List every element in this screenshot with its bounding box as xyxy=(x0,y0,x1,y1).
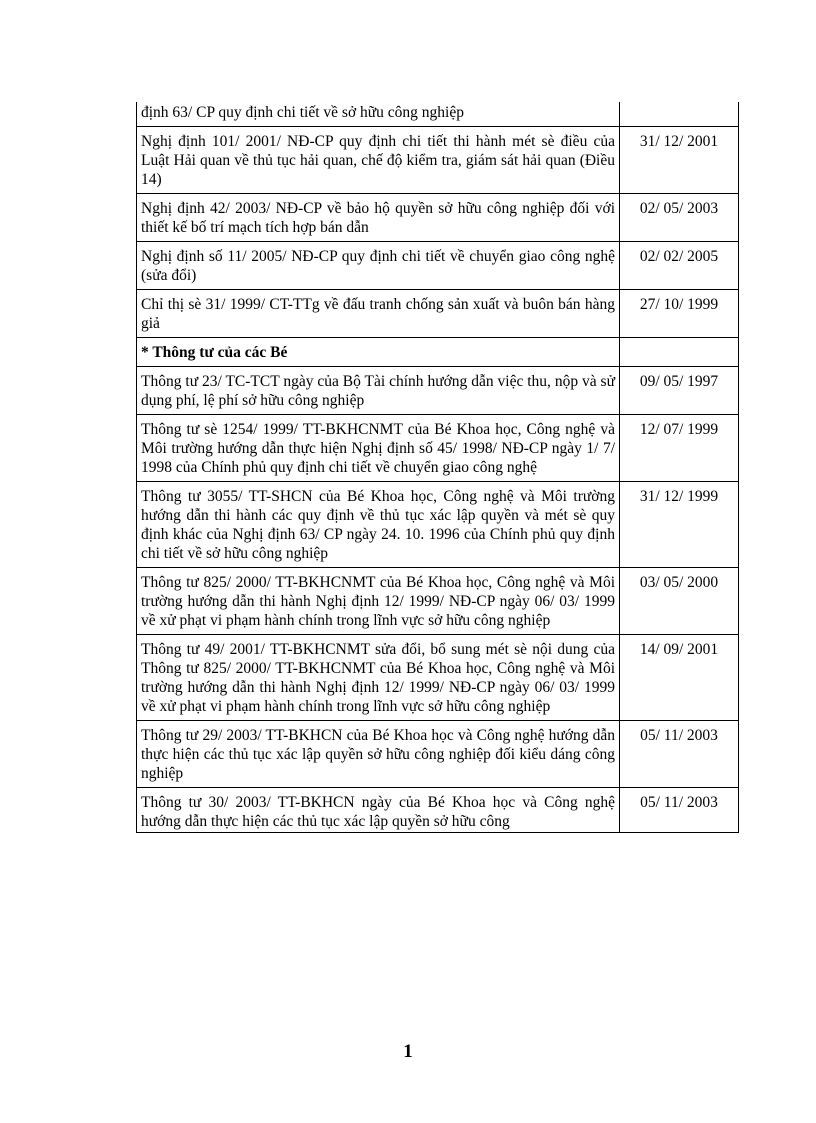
document-date-cell: 14/ 09/ 2001 xyxy=(620,635,739,721)
section-heading: * Thông tư của các Bé xyxy=(137,338,620,367)
document-title-cell: Thông tư 825/ 2000/ TT-BKHCNMT của Bé Khoa học, Công nghệ và Môi trường hướng dẫn thi hành Nghị định 12/ 1999/ NĐ-CP ngày 06/ 03/ 1999 về xử phạt vi phạm hành chính trong lĩnh vực sở hữu công nghiệp xyxy=(137,568,620,635)
document-date-cell xyxy=(620,338,739,367)
document-date-cell: 12/ 07/ 1999 xyxy=(620,415,739,482)
document-title-cell: Nghị định 101/ 2001/ NĐ-CP quy định chi tiết thi hành mét sè điều của Luật Hải quan về thủ tục hải quan, chế độ kiểm tra, giám sát hải quan (Điều 14) xyxy=(137,127,620,194)
table-row xyxy=(137,482,739,568)
document-title-cell: Nghị định số 11/ 2005/ NĐ-CP quy định chi tiết về chuyển giao công nghệ (sửa đổi) xyxy=(137,242,620,290)
document-date-cell: 02/ 05/ 2003 xyxy=(620,194,739,242)
table-row xyxy=(137,415,739,482)
table-row xyxy=(137,242,739,290)
table-row xyxy=(137,194,739,242)
section-header-row xyxy=(137,338,739,367)
document-title-cell: Thông tư 29/ 2003/ TT-BKHCN của Bé Khoa học và Công nghệ hướng dẫn thực hiện các thủ tục xác lập quyền sở hữu công nghiệp đối kiểu dáng công nghiệp xyxy=(137,721,620,788)
document-date-cell: 09/ 05/ 1997 xyxy=(620,367,739,415)
document-title-cell: Thông tư 23/ TC-TCT ngày của Bộ Tài chính hướng dẫn việc thu, nộp và sử dụng phí, lệ phí sở hữu công nghiệp xyxy=(137,367,620,415)
document-title-cell: Nghị định 42/ 2003/ NĐ-CP về bảo hộ quyền sở hữu công nghiệp đối với thiết kế bố trí mạch tích hợp bán dẫn xyxy=(137,194,620,242)
document-date-cell: 03/ 05/ 2000 xyxy=(620,568,739,635)
table-row xyxy=(137,367,739,415)
table-row xyxy=(137,102,739,127)
document-date-cell: 27/ 10/ 1999 xyxy=(620,290,739,338)
document-date-cell: 05/ 11/ 2003 xyxy=(620,721,739,788)
document-date-cell xyxy=(620,102,739,127)
table-row xyxy=(137,568,739,635)
page-number: 1 xyxy=(403,1041,413,1062)
legal-documents-table xyxy=(136,102,739,833)
document-date-cell: 31/ 12/ 2001 xyxy=(620,127,739,194)
document-title-cell: Thông tư sè 1254/ 1999/ TT-BKHCNMT của Bé Khoa học, Công nghệ và Môi trường hướng dẫn thực hiện Nghị định số 45/ 1998/ NĐ-CP ngày 1/ 7/ 1998 của Chính phủ quy định chi tiết về chuyển giao công nghệ xyxy=(137,415,620,482)
table-row xyxy=(137,635,739,721)
document-title-cell: Thông tư 30/ 2003/ TT-BKHCN ngày của Bé Khoa học và Công nghệ hướng dẫn thực hiện các thủ tục xác lập quyền sở hữu công xyxy=(137,788,620,833)
table-row xyxy=(137,127,739,194)
document-date-cell: 02/ 02/ 2005 xyxy=(620,242,739,290)
document-date-cell: 05/ 11/ 2003 xyxy=(620,788,739,833)
document-title-cell: định 63/ CP quy định chi tiết về sở hữu công nghiệp xyxy=(137,102,620,127)
document-date-cell: 31/ 12/ 1999 xyxy=(620,482,739,568)
table-row xyxy=(137,290,739,338)
table-row xyxy=(137,788,739,833)
document-title-cell: Chỉ thị sè 31/ 1999/ CT-TTg về đấu tranh chống sản xuất và buôn bán hàng giả xyxy=(137,290,620,338)
document-title-cell: Thông tư 3055/ TT-SHCN của Bé Khoa học, Công nghệ và Môi trường hướng dẫn thi hành các quy định về thủ tục xác lập quyền và mét sè quy định khác của Nghị định 63/ CP ngày 24. 10. 1996 của Chính phủ quy định chi tiết về sở hữu công nghiệp xyxy=(137,482,620,568)
document-title-cell: Thông tư 49/ 2001/ TT-BKHCNMT sửa đổi, bổ sung mét sè nội dung của Thông tư 825/ 2000/ TT-BKHCNMT của Bé Khoa học, Công nghệ và Môi trường hướng dẫn thi hành Nghị định 12/ 1999/ NĐ-CP ngày 06/ 03/ 1999 về xử phạt vi phạm hành chính trong lĩnh vực sở hữu công nghiệp xyxy=(137,635,620,721)
table-row xyxy=(137,721,739,788)
